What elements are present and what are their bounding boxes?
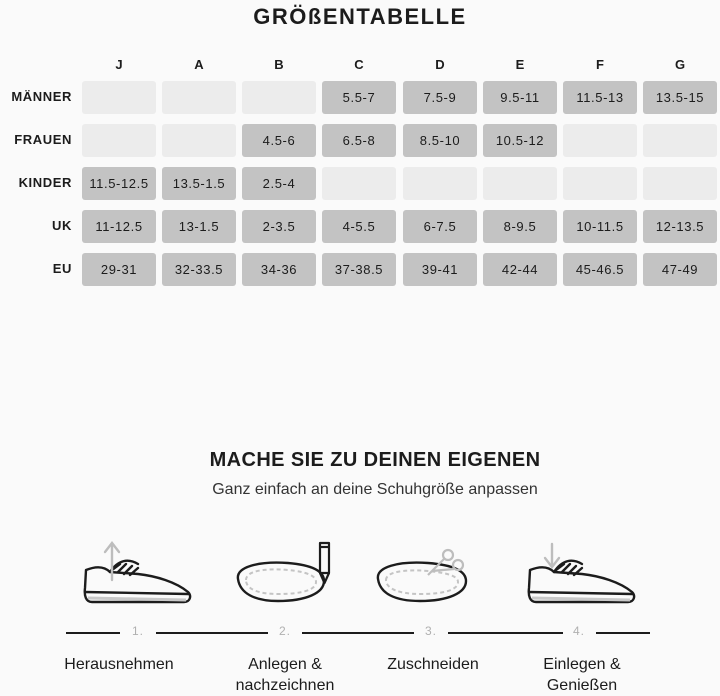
size-cell: 13.5-15 (643, 81, 717, 114)
size-cell: 5.5-7 (322, 81, 396, 114)
timeline-segment (448, 632, 563, 634)
size-cell: 8-9.5 (483, 210, 557, 243)
size-cell: 37-38.5 (322, 253, 396, 286)
step-label-insert: Einlegen & Genießen (543, 656, 621, 694)
size-cell (483, 167, 557, 200)
size-cell (643, 167, 717, 200)
size-cell: 13-1.5 (162, 210, 236, 243)
size-cell (162, 124, 236, 157)
size-cell: 10.5-12 (483, 124, 557, 157)
step-number: 4. (572, 624, 585, 638)
size-cell: 39-41 (403, 253, 477, 286)
column-header: J (115, 57, 123, 72)
size-cell: 7.5-9 (403, 81, 477, 114)
size-cell (82, 124, 156, 157)
size-cell: 47-49 (643, 253, 717, 286)
shoe-remove-insole-icon (76, 540, 198, 610)
insole-trace-pencil-icon (228, 535, 343, 610)
size-cell: 6-7.5 (403, 210, 477, 243)
size-cell (643, 124, 717, 157)
row-header: UK (52, 218, 72, 233)
size-cell: 2-3.5 (242, 210, 316, 243)
size-cell (162, 81, 236, 114)
size-cell (82, 81, 156, 114)
size-cell: 34-36 (242, 253, 316, 286)
row-header: FRAUEN (14, 132, 72, 147)
size-chart-title: GRÖßENTABELLE (253, 4, 467, 29)
size-cell: 11.5-13 (563, 81, 637, 114)
timeline-segment (596, 632, 650, 634)
section-heading: MACHE SIE ZU DEINEN EIGENEN (209, 449, 541, 471)
insole-scissors-icon (372, 545, 487, 610)
size-cell: 29-31 (82, 253, 156, 286)
step-label-trace: Anlegen & nachzeichnen (235, 656, 335, 694)
timeline-segment (156, 632, 268, 634)
size-cell: 6.5-8 (322, 124, 396, 157)
size-cell: 10-11.5 (563, 210, 637, 243)
size-cell: 11.5-12.5 (82, 167, 156, 200)
timeline-segment (66, 632, 120, 634)
column-header: F (596, 57, 604, 72)
shoe-insert-insole-icon (520, 540, 642, 610)
size-cell (322, 167, 396, 200)
size-cell: 8.5-10 (403, 124, 477, 157)
step-number: 2. (278, 624, 291, 638)
row-header: KINDER (18, 175, 72, 190)
column-header: E (515, 57, 525, 72)
timeline-segment (302, 632, 414, 634)
column-header: G (674, 57, 686, 72)
step-number: 1. (131, 624, 144, 638)
size-cell (563, 167, 637, 200)
section-subheading: Ganz einfach an deine Schuhgröße anpassen (212, 481, 538, 498)
size-cell (403, 167, 477, 200)
size-cell: 13.5-1.5 (162, 167, 236, 200)
column-header: D (435, 57, 445, 72)
size-cell: 4.5-6 (242, 124, 316, 157)
row-header: MÄNNER (11, 89, 72, 104)
size-cell: 12-13.5 (643, 210, 717, 243)
size-cell: 11-12.5 (82, 210, 156, 243)
size-cell: 32-33.5 (162, 253, 236, 286)
row-header: EU (52, 261, 72, 276)
size-cell: 42-44 (483, 253, 557, 286)
step-label-remove: Herausnehmen (64, 656, 174, 673)
size-cell (563, 124, 637, 157)
step-number: 3. (424, 624, 437, 638)
size-cell: 45-46.5 (563, 253, 637, 286)
column-header: B (274, 57, 284, 72)
size-cell: 4-5.5 (322, 210, 396, 243)
size-cell: 2.5-4 (242, 167, 316, 200)
column-header: A (194, 57, 204, 72)
size-cell (242, 81, 316, 114)
column-header: C (354, 57, 364, 72)
step-label-cut: Zuschneiden (387, 656, 479, 673)
size-cell: 9.5-11 (483, 81, 557, 114)
